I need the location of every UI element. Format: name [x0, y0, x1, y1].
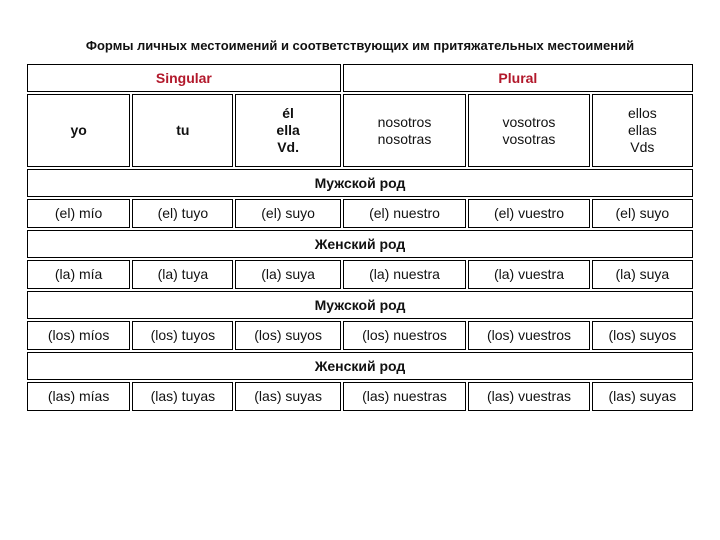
pronoun: Vd.	[277, 139, 299, 155]
pronoun: vosotras	[502, 130, 556, 147]
form-cell: (los) nuestros	[343, 321, 467, 350]
personal-pronouns-row	[27, 94, 693, 167]
gender-label: Мужской род	[27, 291, 693, 319]
number-header-row	[27, 64, 693, 92]
person-cell-3	[235, 94, 340, 167]
gender-row	[27, 352, 693, 380]
gender-label: Женский род	[27, 352, 693, 380]
form-cell: (el) tuyo	[132, 199, 233, 228]
form-cell: (las) suyas	[235, 382, 340, 411]
pronoun: tu	[176, 122, 190, 138]
form-cell: (las) tuyas	[132, 382, 233, 411]
form-cell: (la) mía	[27, 260, 130, 289]
form-cell: (los) vuestros	[468, 321, 589, 350]
pronoun: yo	[70, 122, 87, 138]
form-cell: (la) nuestra	[343, 260, 467, 289]
form-cell: (las) nuestras	[343, 382, 467, 411]
page-title: Формы личных местоимений и соответствующих им притяжательных местоимений	[85, 38, 635, 53]
person-cell-6	[592, 94, 693, 167]
forms-row	[27, 321, 693, 350]
pronoun: nosotras	[377, 130, 432, 147]
pronoun: ellas	[627, 122, 657, 138]
form-cell: (los) míos	[27, 321, 130, 350]
forms-row	[27, 382, 693, 411]
pronoun: él	[282, 105, 294, 121]
form-cell: (las) vuestras	[468, 382, 589, 411]
form-cell: (el) nuestro	[343, 199, 467, 228]
form-cell: (el) mío	[27, 199, 130, 228]
gender-label: Женский род	[27, 230, 693, 258]
form-cell: (las) suyas	[592, 382, 693, 411]
forms-row	[27, 260, 693, 289]
form-cell: (la) vuestra	[468, 260, 589, 289]
person-cell-1	[27, 94, 130, 167]
form-cell: (las) mías	[27, 382, 130, 411]
singular-header: Singular	[27, 64, 341, 92]
form-cell: (los) suyos	[235, 321, 340, 350]
form-cell: (la) suya	[235, 260, 340, 289]
person-cell-5	[468, 94, 589, 167]
pronoun: ellos	[627, 105, 657, 121]
person-cell-2	[132, 94, 233, 167]
plural-header: Plural	[343, 64, 693, 92]
form-cell: (los) suyos	[592, 321, 693, 350]
pronoun-table	[25, 62, 695, 413]
pronoun: vosotros	[502, 113, 556, 130]
form-cell: (el) suyo	[592, 199, 693, 228]
gender-row	[27, 169, 693, 197]
form-cell: (la) suya	[592, 260, 693, 289]
gender-row	[27, 291, 693, 319]
pronoun: nosotros	[377, 113, 432, 130]
form-cell: (los) tuyos	[132, 321, 233, 350]
pronoun: ella	[276, 122, 300, 138]
gender-row	[27, 230, 693, 258]
person-cell-4	[343, 94, 467, 167]
form-cell: (la) tuya	[132, 260, 233, 289]
form-cell: (el) suyo	[235, 199, 340, 228]
form-cell: (el) vuestro	[468, 199, 589, 228]
gender-label: Мужской род	[27, 169, 693, 197]
pronoun: Vds	[630, 139, 655, 155]
forms-row	[27, 199, 693, 228]
